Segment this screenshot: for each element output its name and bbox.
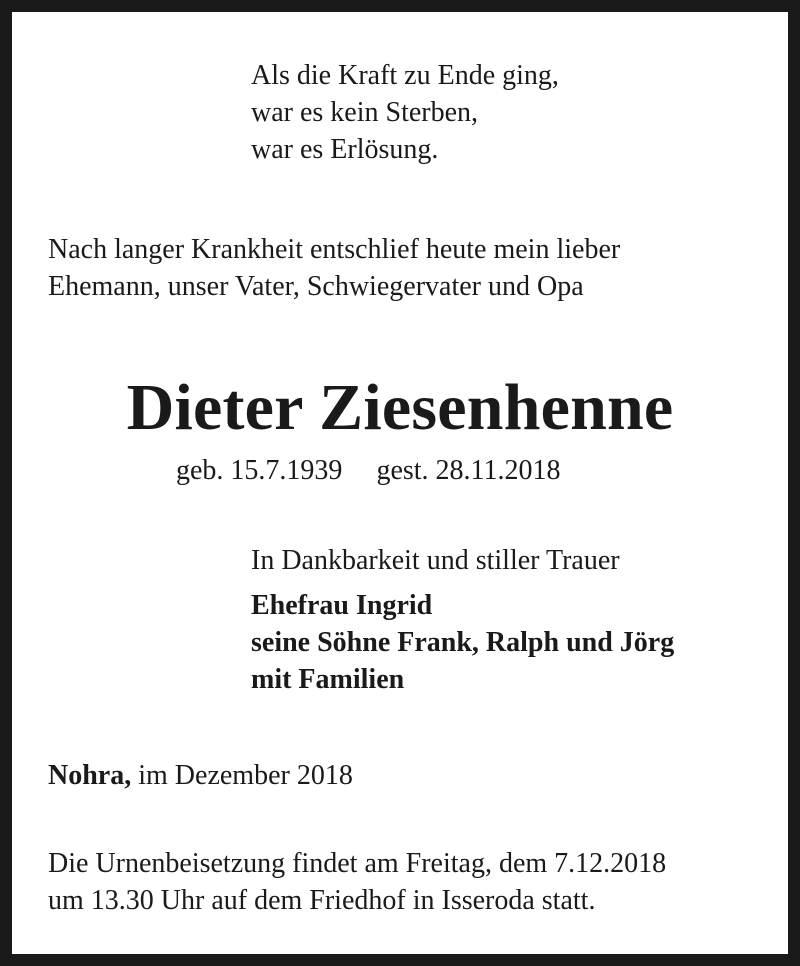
funeral-info xyxy=(48,845,666,919)
verse-line: war es kein Sterben, xyxy=(251,97,479,128)
notice-date: im Dezember 2018 xyxy=(131,760,353,791)
place-and-date xyxy=(48,757,353,794)
announcement-intro xyxy=(48,231,620,305)
funeral-line: um 13.30 Uhr auf dem Friedhof in Isseroda statt. xyxy=(48,885,596,916)
mourner-line: mit Familien xyxy=(251,664,405,695)
verse-line: Als die Kraft zu Ende ging, xyxy=(251,60,559,91)
intro-line: Nach langer Krankheit entschlief heute mein lieber xyxy=(48,234,621,265)
place-name: Nohra, xyxy=(48,760,132,791)
mourner-line: seine Söhne Frank, Ralph und Jörg xyxy=(251,627,675,658)
birth-date: geb. 15.7.1939 xyxy=(176,455,343,486)
life-dates xyxy=(176,452,561,489)
intro-line: Ehemann, unser Vater, Schwiegervater und Opa xyxy=(48,271,584,302)
funeral-line: Die Urnenbeisetzung findet am Freitag, dem 7.12.2018 xyxy=(48,848,667,879)
memorial-verse xyxy=(251,57,559,168)
verse-line: war es Erlösung. xyxy=(251,134,439,165)
mourners-list xyxy=(251,587,674,698)
mourner-line: Ehefrau Ingrid xyxy=(251,590,433,621)
deceased-name: Dieter Ziesenhenne xyxy=(126,371,674,444)
mourning-intro: In Dankbarkeit und stiller Trauer xyxy=(251,545,620,576)
death-date: gest. 28.11.2018 xyxy=(376,455,561,486)
